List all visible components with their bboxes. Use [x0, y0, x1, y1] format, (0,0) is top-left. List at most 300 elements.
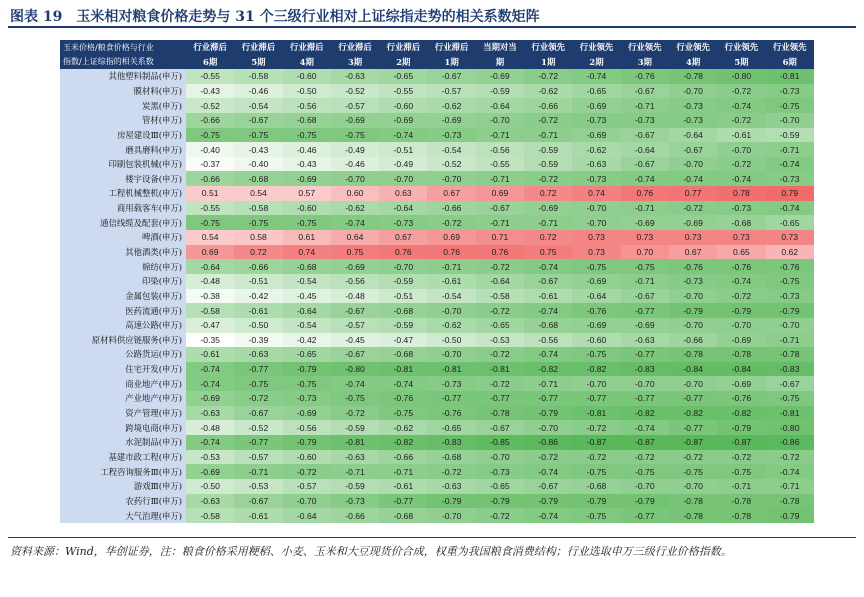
heatmap-cell: -0.59	[331, 479, 379, 494]
table-row	[60, 303, 814, 318]
heatmap-cell: -0.74	[524, 464, 572, 479]
heatmap-cell: -0.75	[331, 391, 379, 406]
heatmap-cell: -0.56	[524, 333, 572, 348]
heatmap-cell: -0.65	[283, 347, 331, 362]
heatmap-cell: -0.47	[186, 318, 234, 333]
heatmap-cell: -0.86	[766, 435, 814, 450]
heatmap-cell: -0.78	[717, 494, 765, 509]
source-note: 资料来源：Wind，华创证券，注：粮食价格采用粳稻、小麦、玉米和大豆现货价合成，权重为我国粮食消费结构；行业选取申万三级行业价格指数。	[10, 545, 732, 558]
heatmap-cell: -0.40	[234, 157, 282, 172]
heatmap-cell: -0.74	[717, 171, 765, 186]
heatmap-cell: -0.70	[572, 201, 620, 216]
heatmap-cell: -0.75	[283, 376, 331, 391]
column-header: 行业领先	[621, 40, 669, 55]
heatmap-cell: -0.48	[186, 420, 234, 435]
heatmap-cell: -0.63	[572, 157, 620, 172]
heatmap-cell: -0.76	[621, 69, 669, 84]
heatmap-cell: -0.73	[766, 289, 814, 304]
heatmap-cell: -0.70	[427, 508, 475, 523]
column-header: 6期	[186, 55, 234, 70]
heatmap-cell: -0.56	[283, 98, 331, 113]
heatmap-cell: -0.54	[427, 289, 475, 304]
heatmap-cell: -0.73	[621, 113, 669, 128]
heatmap-cell: -0.81	[766, 406, 814, 421]
table-row	[60, 406, 814, 421]
row-label: 房屋建设Ⅲ(申万)	[60, 128, 186, 143]
heatmap-cell: -0.69	[572, 318, 620, 333]
heatmap-cell: -0.78	[766, 494, 814, 509]
heatmap-cell: 0.64	[331, 230, 379, 245]
heatmap-cell: -0.78	[717, 508, 765, 523]
heatmap-cell: -0.55	[476, 157, 524, 172]
header-row	[60, 40, 814, 55]
heatmap-cell: -0.70	[572, 215, 620, 230]
heatmap-cell: -0.65	[476, 479, 524, 494]
heatmap-cell: -0.60	[283, 201, 331, 216]
heatmap-cell: -0.72	[476, 508, 524, 523]
heatmap-cell: 0.76	[379, 245, 427, 260]
heatmap-cell: 0.51	[186, 186, 234, 201]
heatmap-cell: -0.71	[524, 215, 572, 230]
heatmap-cell: -0.69	[572, 128, 620, 143]
heatmap-cell: -0.71	[766, 479, 814, 494]
heatmap-cell: 0.70	[621, 245, 669, 260]
row-label: 大气治理(申万)	[60, 508, 186, 523]
heatmap-cell: -0.80	[766, 420, 814, 435]
table-row	[60, 128, 814, 143]
heatmap-cell: -0.68	[283, 113, 331, 128]
heatmap-cell: -0.76	[572, 303, 620, 318]
heatmap-cell: -0.62	[379, 420, 427, 435]
heatmap-cell: 0.69	[427, 230, 475, 245]
heatmap-cell: -0.58	[476, 289, 524, 304]
heatmap-cell: -0.59	[766, 128, 814, 143]
correlation-matrix-table	[60, 40, 814, 523]
heatmap-cell: -0.81	[766, 69, 814, 84]
heatmap-cell: -0.78	[476, 406, 524, 421]
heatmap-cell: -0.46	[283, 142, 331, 157]
table-body	[60, 69, 814, 523]
heatmap-cell: -0.72	[283, 464, 331, 479]
heatmap-cell: -0.74	[186, 376, 234, 391]
heatmap-cell: -0.66	[186, 113, 234, 128]
heatmap-cell: -0.79	[283, 435, 331, 450]
heatmap-cell: -0.59	[524, 142, 572, 157]
heatmap-cell: 0.75	[331, 245, 379, 260]
heatmap-cell: -0.57	[331, 98, 379, 113]
heatmap-cell: -0.73	[669, 113, 717, 128]
column-header: 行业滞后	[379, 40, 427, 55]
heatmap-cell: -0.71	[476, 215, 524, 230]
heatmap-cell: -0.74	[717, 98, 765, 113]
table-row	[60, 274, 814, 289]
heatmap-cell: -0.79	[717, 420, 765, 435]
heatmap-cell: -0.69	[427, 113, 475, 128]
heatmap-cell: -0.73	[427, 128, 475, 143]
heatmap-cell: -0.71	[524, 376, 572, 391]
heatmap-cell: -0.43	[283, 157, 331, 172]
column-header: 行业滞后	[427, 40, 475, 55]
heatmap-cell: -0.75	[186, 215, 234, 230]
heatmap-cell: -0.67	[669, 142, 717, 157]
heatmap-cell: -0.60	[572, 333, 620, 348]
heatmap-cell: -0.75	[283, 128, 331, 143]
heatmap-cell: 0.65	[717, 245, 765, 260]
heatmap-cell: -0.63	[427, 479, 475, 494]
heatmap-cell: -0.72	[524, 450, 572, 465]
row-label: 棉纺(申万)	[60, 259, 186, 274]
heatmap-cell: -0.67	[766, 376, 814, 391]
heatmap-cell: -0.82	[621, 406, 669, 421]
heatmap-cell: -0.68	[427, 450, 475, 465]
heatmap-cell: -0.70	[427, 171, 475, 186]
table-row	[60, 508, 814, 523]
heatmap-cell: -0.69	[524, 201, 572, 216]
heatmap-cell: -0.73	[379, 215, 427, 230]
heatmap-cell: -0.54	[234, 98, 282, 113]
column-header: 行业领先	[669, 40, 717, 55]
heatmap-cell: -0.52	[427, 157, 475, 172]
heatmap-cell: -0.69	[283, 171, 331, 186]
heatmap-cell: -0.53	[234, 479, 282, 494]
heatmap-cell: -0.71	[524, 128, 572, 143]
heatmap-cell: -0.61	[524, 289, 572, 304]
corner-header-line: 指数/上证综指的相关系数	[60, 55, 186, 70]
heatmap-cell: 0.76	[621, 186, 669, 201]
row-label: 水泥制品(申万)	[60, 435, 186, 450]
heatmap-cell: -0.72	[717, 450, 765, 465]
heatmap-cell: -0.42	[234, 289, 282, 304]
heatmap-cell: -0.37	[186, 157, 234, 172]
table-row	[60, 259, 814, 274]
heatmap-cell: -0.72	[476, 347, 524, 362]
column-header: 行业领先	[717, 40, 765, 55]
heatmap-cell: 0.78	[717, 186, 765, 201]
heatmap-cell: -0.75	[621, 464, 669, 479]
heatmap-cell: -0.60	[379, 98, 427, 113]
heatmap-cell: -0.42	[283, 333, 331, 348]
heatmap-cell: -0.85	[476, 435, 524, 450]
heatmap-cell: -0.66	[331, 508, 379, 523]
heatmap-cell: -0.70	[379, 171, 427, 186]
heatmap-cell: -0.52	[331, 84, 379, 99]
heatmap-cell: -0.77	[621, 303, 669, 318]
heatmap-cell: -0.66	[669, 333, 717, 348]
column-header: 行业领先	[572, 40, 620, 55]
heatmap-cell: 0.63	[379, 186, 427, 201]
heatmap-cell: -0.67	[476, 420, 524, 435]
heatmap-cell: -0.72	[476, 376, 524, 391]
heatmap-cell: -0.64	[572, 289, 620, 304]
heatmap-cell: -0.70	[379, 259, 427, 274]
heatmap-cell: -0.64	[283, 303, 331, 318]
heatmap-cell: -0.73	[331, 494, 379, 509]
heatmap-cell: -0.66	[379, 450, 427, 465]
heatmap-cell: -0.57	[427, 84, 475, 99]
heatmap-cell: -0.77	[427, 391, 475, 406]
row-label: 印染(申万)	[60, 274, 186, 289]
heatmap-cell: -0.68	[572, 479, 620, 494]
heatmap-cell: -0.74	[186, 362, 234, 377]
heatmap-cell: -0.71	[234, 464, 282, 479]
heatmap-cell: -0.68	[524, 318, 572, 333]
row-label: 商业地产(申万)	[60, 376, 186, 391]
heatmap-cell: -0.67	[621, 84, 669, 99]
heatmap-cell: -0.75	[234, 376, 282, 391]
heatmap-cell: 0.73	[766, 230, 814, 245]
heatmap-cell: -0.64	[476, 274, 524, 289]
heatmap-cell: -0.76	[379, 391, 427, 406]
table-row	[60, 318, 814, 333]
heatmap-cell: -0.74	[186, 435, 234, 450]
table-row	[60, 479, 814, 494]
heatmap-cell: -0.71	[621, 201, 669, 216]
heatmap-cell: -0.62	[427, 318, 475, 333]
heatmap-cell: -0.58	[234, 201, 282, 216]
corner-header-line: 玉米价格/粮食价格与行业	[60, 40, 186, 55]
heatmap-cell: -0.75	[717, 464, 765, 479]
heatmap-cell: -0.75	[234, 128, 282, 143]
heatmap-cell: -0.70	[476, 450, 524, 465]
heatmap-cell: -0.73	[669, 98, 717, 113]
heatmap-cell: -0.69	[669, 215, 717, 230]
heatmap-cell: 0.72	[234, 245, 282, 260]
heatmap-cell: -0.75	[234, 215, 282, 230]
heatmap-cell: -0.69	[717, 376, 765, 391]
heatmap-cell: -0.64	[621, 142, 669, 157]
row-label: 啤酒(申万)	[60, 230, 186, 245]
heatmap-cell: -0.67	[621, 289, 669, 304]
heatmap-cell: -0.74	[766, 157, 814, 172]
heatmap-cell: -0.71	[717, 479, 765, 494]
row-label: 其他酒类(申万)	[60, 245, 186, 260]
table-row	[60, 333, 814, 348]
heatmap-cell: -0.67	[621, 128, 669, 143]
heatmap-cell: -0.55	[379, 84, 427, 99]
heatmap-cell: -0.71	[427, 259, 475, 274]
heatmap-cell: -0.70	[331, 171, 379, 186]
heatmap-cell: -0.64	[379, 201, 427, 216]
header-row	[60, 55, 814, 70]
heatmap-cell: 0.79	[766, 186, 814, 201]
heatmap-cell: -0.69	[283, 406, 331, 421]
heatmap-cell: 0.73	[621, 230, 669, 245]
heatmap-cell: 0.77	[669, 186, 717, 201]
heatmap-cell: -0.48	[331, 289, 379, 304]
heatmap-cell: -0.79	[524, 494, 572, 509]
heatmap-cell: -0.72	[524, 69, 572, 84]
heatmap-cell: -0.83	[427, 435, 475, 450]
heatmap-cell: -0.79	[427, 494, 475, 509]
heatmap-cell: -0.70	[476, 113, 524, 128]
heatmap-cell: 0.73	[572, 230, 620, 245]
heatmap-cell: -0.87	[669, 435, 717, 450]
heatmap-cell: -0.50	[234, 318, 282, 333]
table-row	[60, 420, 814, 435]
heatmap-cell: -0.78	[766, 347, 814, 362]
heatmap-cell: -0.56	[283, 420, 331, 435]
heatmap-cell: -0.79	[476, 494, 524, 509]
heatmap-cell: -0.70	[669, 157, 717, 172]
heatmap-cell: -0.65	[572, 84, 620, 99]
heatmap-cell: -0.81	[331, 435, 379, 450]
heatmap-cell: -0.74	[669, 171, 717, 186]
heatmap-cell: -0.50	[283, 84, 331, 99]
heatmap-cell: -0.66	[427, 201, 475, 216]
heatmap-cell: -0.64	[476, 98, 524, 113]
heatmap-cell: -0.77	[669, 391, 717, 406]
heatmap-cell: -0.52	[186, 98, 234, 113]
heatmap-cell: -0.76	[717, 259, 765, 274]
heatmap-cell: -0.86	[524, 435, 572, 450]
heatmap-cell: -0.72	[476, 259, 524, 274]
table-row	[60, 171, 814, 186]
column-header: 2期	[572, 55, 620, 70]
table-header	[60, 40, 814, 69]
heatmap-cell: -0.77	[234, 435, 282, 450]
heatmap-cell: -0.70	[717, 318, 765, 333]
heatmap-cell: -0.71	[476, 128, 524, 143]
heatmap-cell: -0.72	[572, 420, 620, 435]
column-header: 1期	[427, 55, 475, 70]
heatmap-cell: -0.60	[283, 69, 331, 84]
heatmap-cell: -0.61	[234, 303, 282, 318]
heatmap-cell: -0.62	[427, 98, 475, 113]
heatmap-cell: -0.75	[572, 259, 620, 274]
heatmap-cell: -0.74	[379, 128, 427, 143]
heatmap-cell: -0.73	[427, 376, 475, 391]
heatmap-cell: 0.73	[717, 230, 765, 245]
column-header: 行业滞后	[234, 40, 282, 55]
heatmap-cell: -0.67	[524, 274, 572, 289]
heatmap-cell: -0.59	[524, 157, 572, 172]
heatmap-cell: -0.61	[379, 479, 427, 494]
table-row	[60, 435, 814, 450]
heatmap-cell: -0.61	[186, 347, 234, 362]
table-row	[60, 464, 814, 479]
heatmap-cell: 0.75	[524, 245, 572, 260]
row-label: 炭黑(申万)	[60, 98, 186, 113]
heatmap-cell: -0.72	[669, 201, 717, 216]
heatmap-cell: -0.82	[669, 406, 717, 421]
heatmap-cell: -0.69	[717, 333, 765, 348]
heatmap-cell: -0.75	[379, 406, 427, 421]
heatmap-cell: -0.59	[379, 274, 427, 289]
heatmap-cell: -0.73	[572, 113, 620, 128]
heatmap-cell: -0.78	[669, 69, 717, 84]
heatmap-cell: -0.72	[766, 450, 814, 465]
heatmap-cell: -0.48	[186, 274, 234, 289]
row-label: 医药流通(申万)	[60, 303, 186, 318]
heatmap-cell: -0.84	[717, 362, 765, 377]
heatmap-cell: -0.78	[669, 508, 717, 523]
heatmap-cell: 0.73	[669, 230, 717, 245]
heatmap-cell: -0.72	[476, 303, 524, 318]
heatmap-cell: -0.70	[717, 142, 765, 157]
heatmap-cell: -0.67	[234, 406, 282, 421]
heatmap-cell: -0.72	[234, 391, 282, 406]
table-row	[60, 201, 814, 216]
heatmap-cell: -0.79	[766, 303, 814, 318]
heatmap-cell: 0.62	[766, 245, 814, 260]
heatmap-cell: -0.39	[234, 333, 282, 348]
heatmap-cell: 0.74	[283, 245, 331, 260]
row-label: 楼宇设备(申万)	[60, 171, 186, 186]
heatmap-cell: -0.61	[234, 508, 282, 523]
heatmap-cell: -0.65	[427, 420, 475, 435]
table-row	[60, 376, 814, 391]
heatmap-cell: -0.77	[621, 347, 669, 362]
heatmap-cell: -0.71	[476, 171, 524, 186]
heatmap-cell: -0.79	[766, 508, 814, 523]
table-row	[60, 362, 814, 377]
heatmap-cell: -0.81	[572, 406, 620, 421]
heatmap-cell: -0.79	[524, 406, 572, 421]
heatmap-cell: -0.77	[572, 391, 620, 406]
heatmap-cell: -0.73	[766, 84, 814, 99]
heatmap-cell: -0.72	[524, 113, 572, 128]
heatmap-cell: 0.54	[234, 186, 282, 201]
heatmap-cell: -0.74	[524, 303, 572, 318]
heatmap-cell: -0.59	[379, 318, 427, 333]
heatmap-cell: -0.53	[476, 333, 524, 348]
heatmap-cell: -0.87	[717, 435, 765, 450]
heatmap-cell: -0.77	[234, 362, 282, 377]
heatmap-cell: -0.69	[621, 215, 669, 230]
table-row	[60, 98, 814, 113]
heatmap-cell: -0.76	[766, 259, 814, 274]
heatmap-cell: -0.67	[476, 201, 524, 216]
heatmap-cell: -0.70	[621, 376, 669, 391]
heatmap-cell: -0.54	[283, 318, 331, 333]
heatmap-cell: -0.70	[283, 494, 331, 509]
heatmap-cell: -0.82	[717, 406, 765, 421]
heatmap-cell: -0.57	[234, 450, 282, 465]
row-label: 原材料供应链服务(申万)	[60, 333, 186, 348]
row-label: 工程机械整机(申万)	[60, 186, 186, 201]
heatmap-cell: -0.74	[331, 215, 379, 230]
heatmap-cell: -0.79	[717, 303, 765, 318]
column-header: 3期	[331, 55, 379, 70]
table-row	[60, 215, 814, 230]
heatmap-cell: -0.62	[331, 201, 379, 216]
table-row	[60, 84, 814, 99]
heatmap-cell: -0.69	[621, 318, 669, 333]
heatmap-cell: -0.59	[331, 420, 379, 435]
heatmap-cell: -0.76	[669, 259, 717, 274]
heatmap-cell: -0.73	[283, 391, 331, 406]
table-row	[60, 69, 814, 84]
column-header: 2期	[379, 55, 427, 70]
heatmap-cell: -0.66	[234, 259, 282, 274]
heatmap-cell: -0.71	[379, 464, 427, 479]
column-header: 1期	[524, 55, 572, 70]
heatmap-cell: -0.64	[186, 259, 234, 274]
heatmap-cell: -0.69	[186, 391, 234, 406]
heatmap-cell: -0.68	[283, 259, 331, 274]
heatmap-cell: -0.70	[766, 318, 814, 333]
heatmap-cell: 0.73	[572, 245, 620, 260]
heatmap-cell: -0.51	[234, 274, 282, 289]
heatmap-cell: -0.69	[331, 259, 379, 274]
heatmap-cell: -0.69	[476, 69, 524, 84]
heatmap-cell: -0.74	[766, 464, 814, 479]
heatmap-cell: -0.68	[379, 303, 427, 318]
heatmap-cell: 0.67	[379, 230, 427, 245]
heatmap-cell: -0.43	[186, 84, 234, 99]
heatmap-cell: -0.72	[717, 157, 765, 172]
heatmap-cell: -0.81	[379, 362, 427, 377]
